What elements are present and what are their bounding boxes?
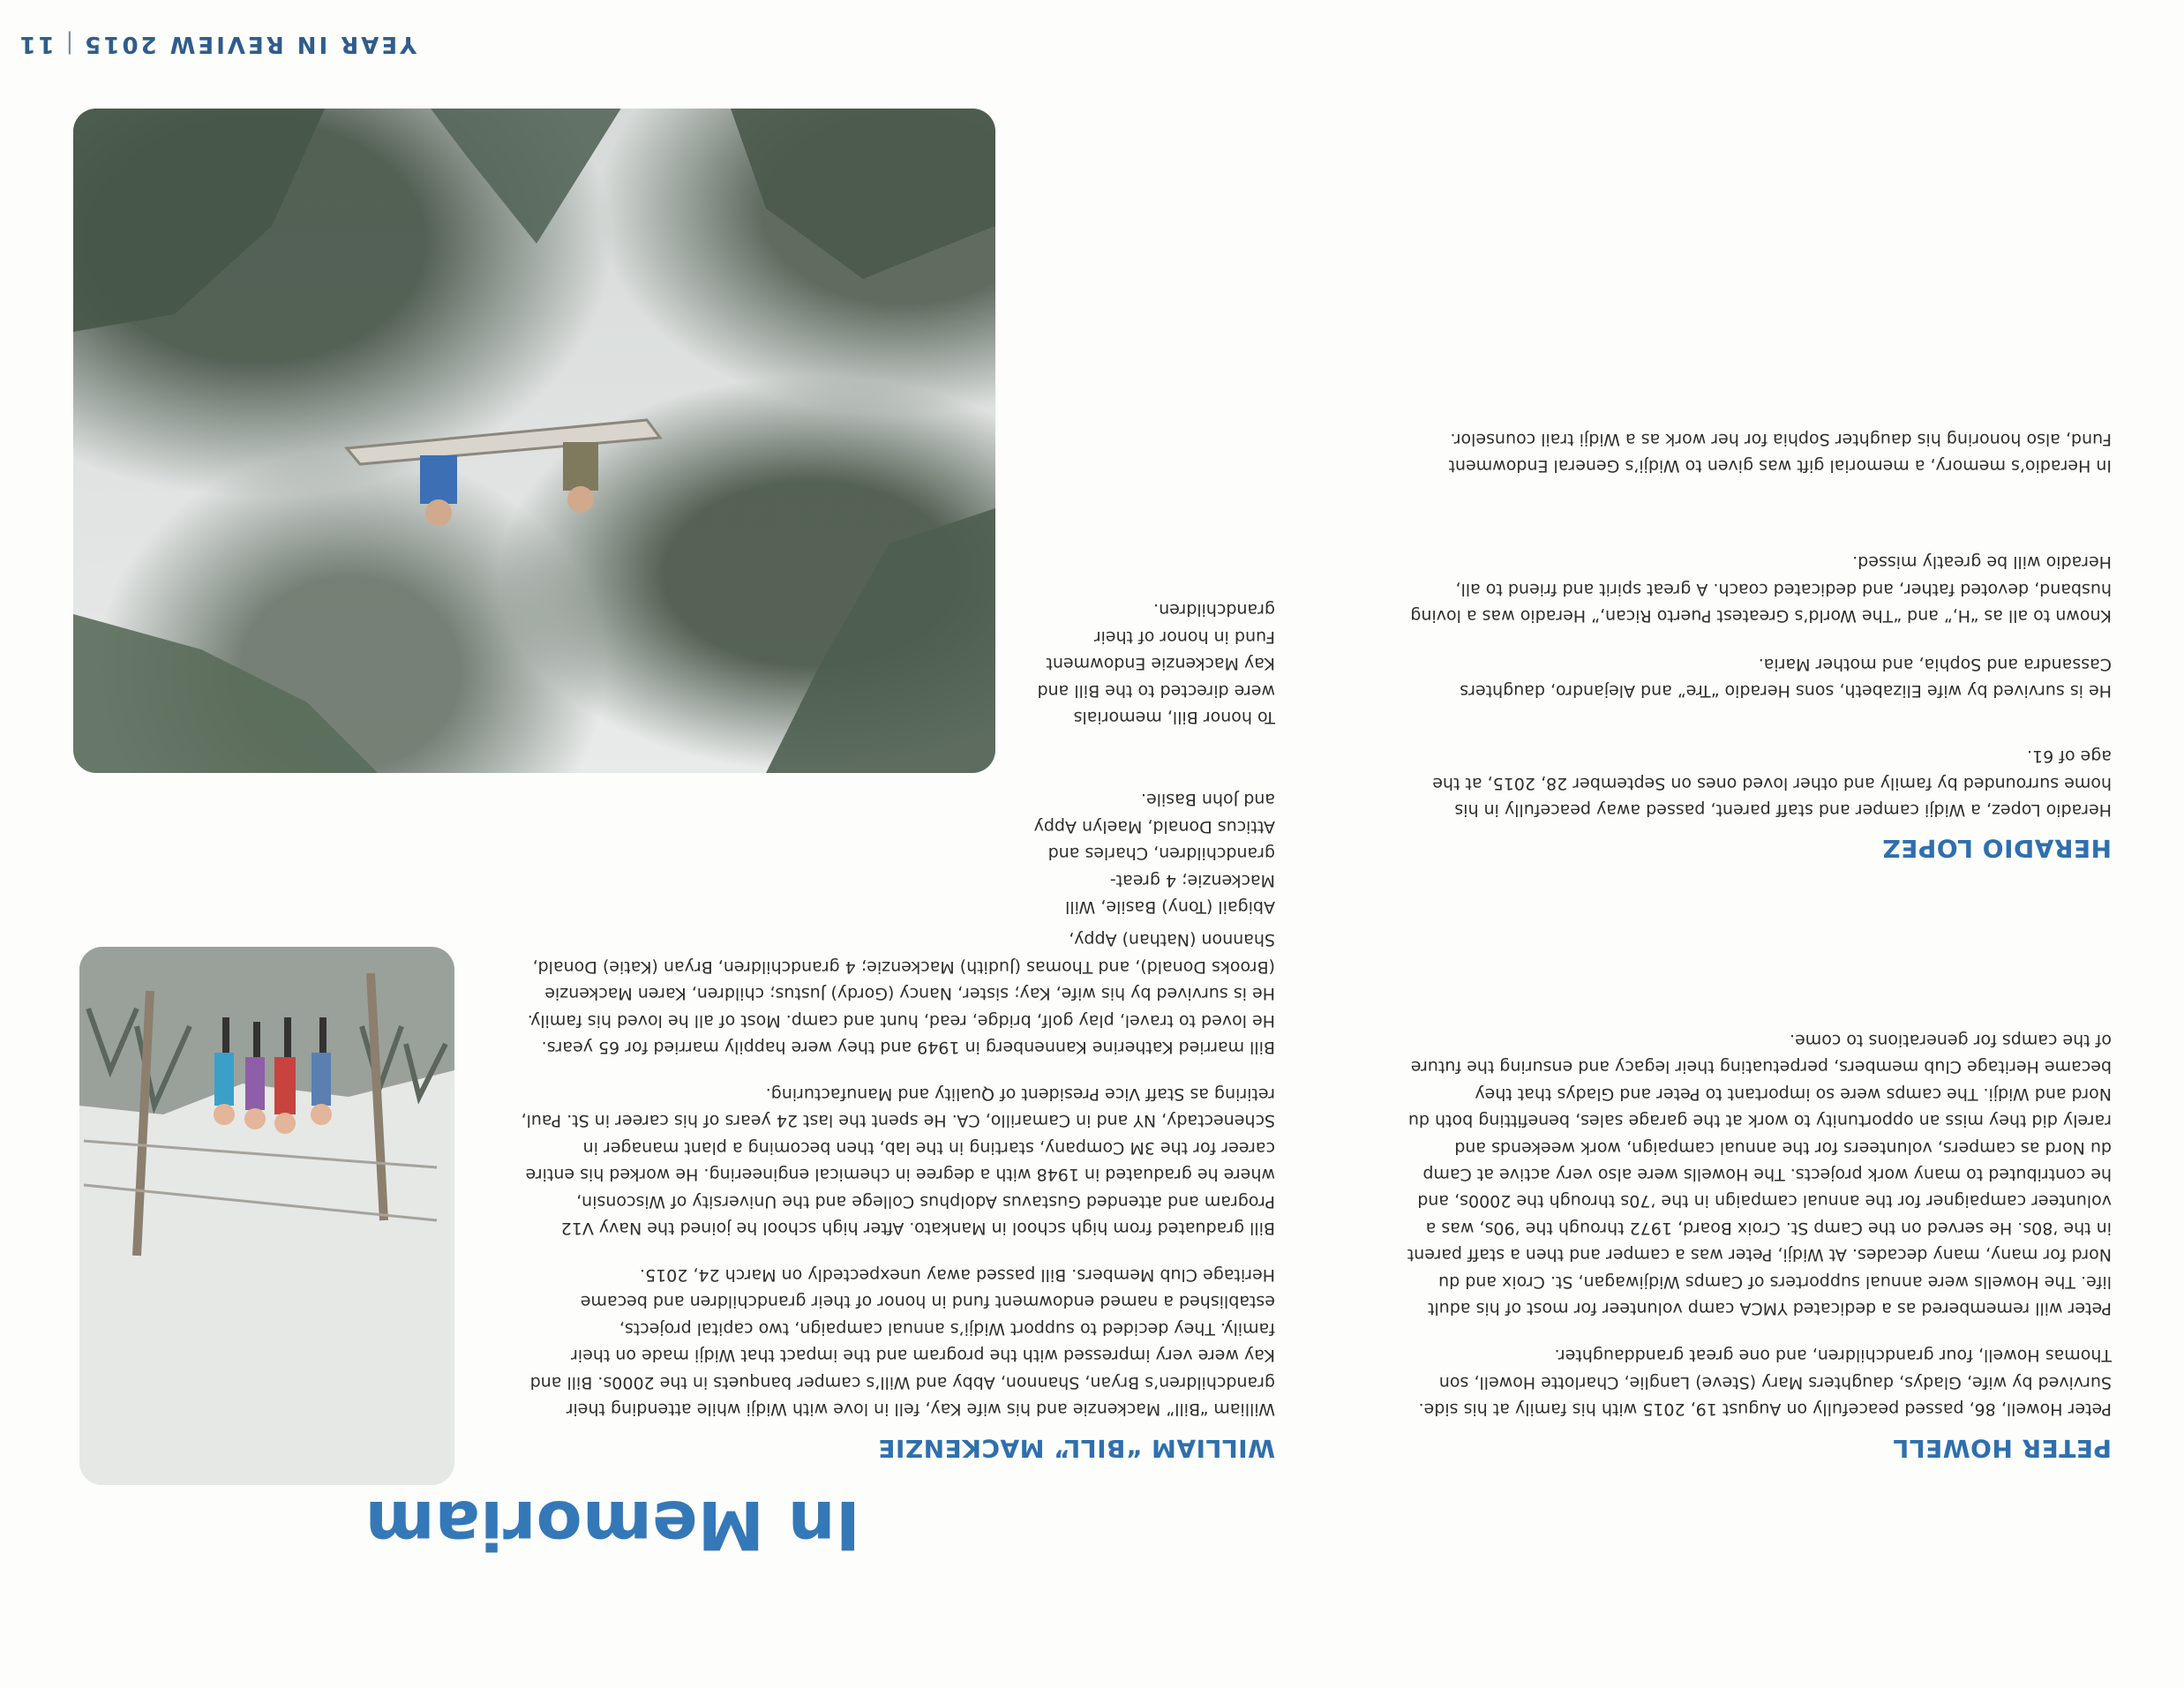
peter-paragraph-2: Peter will remembered as a dedicated YMCA camp volunteer for most of his adult life. The Howells were annual supporters of Camps Widjiwagan, St. Croix and du Nord for many, many decades. At Widji, Peter was a camper and then a staff parent in the ’80s. He served on the Camp St. Croix Board, 1972 through the ’90s, was a volunteer campaigner for the annual campaign in the ’70s through the 2000s, and he contributed to many work projects. The Howells were also very active at Camp du Nord as campers, volunteers for the annual campaign, work weekends and rarely did they miss an opportunity to work at the garage sales, benefitting both du Nord and Widji. The camps were so important to Peter and Gladys that they became Heritage Club members, perpetuating their legacy and ensuring the future of the camps for generations to come. — [1407, 1030, 2112, 1318]
canoe-on-lake-photo-icon — [73, 109, 995, 773]
william-paragraph-4: To honor Bill, memorials were directed to the Bill and Kay Mackenzie Endowment Fund in honor of their grandchildren. — [1037, 600, 1275, 727]
canoe-on-lake-photo — [73, 109, 995, 773]
william-paragraph-2: Bill graduated from high school in Mankato. After high school he joined the Navy V12 Program and attended Gustavus Adolphus College and the University of Wisconsin, where he graduated in 1948 with a degree in chemical engineering. He worked his entire career for the 3M Company, starting in the lab, then becoming a plant manager in Schenectady, NY and in Camarillo, CA. He spent the last 24 years of his career in St. Paul, retiring as Staff Vice President of Quality and Manufacturing. — [521, 1084, 1275, 1238]
peter-howell-heading: PETER HOWELL — [1892, 1434, 2112, 1463]
peter-paragraph-1: Peter Howell, 86, passed peacefully on August 19, 2015 with his family at his side. Survived by wife, Gladys, daughters Mary (Steve) Langlie, Charlotte Howell, son Thomas Howell, four grandchildren, and one great granddaughter. — [1418, 1346, 2112, 1419]
publication-name: YEAR IN REVIEW 2015 — [82, 31, 417, 57]
page-title: In Memoriam — [364, 1486, 860, 1564]
heradio-lopez-heading: HERADIO LOPEZ — [1881, 834, 2112, 863]
heradio-paragraph-4: In Heradio’s memory, a memorial gift was given to Widji’s General Endowment Fund, also honoring his daughter Sophia for her work as a Widji trail counselor. — [1448, 429, 2112, 476]
heradio-paragraph-1: Heradio Lopez, a Widji camper and staff parent, passed away peacefully in his home surrounded by family and other loved ones on September 28, 2015, at the age of 61. — [1432, 746, 2112, 820]
william-mackenzie-heading: WILLIAM “BILL” MACKENZIE — [877, 1434, 1275, 1463]
william-paragraph-1: William “Bill” Mackenzie and his wife Kay, fell in love with Widji while attending their grandchildren’s Bryan, Shannon, Abby and Will’s camper banquets in the 2000s. Bill and Kay were very impressed with the program and the impact that Widji made on their family. They decided to support Widji’s annual campaign, two capital projects, established a named endowment fund in honor of their grandchildren and became Heritage Club Members. Bill passed away unexpectedly on March 24, 2015. — [529, 1264, 1275, 1419]
kids-in-snow-photo-icon — [79, 947, 454, 1485]
heradio-paragraph-3: Known to all as “H,” and “The World’s Greatest Puerto Rican,” Heradio was a loving husband, devoted father, and dedicated coach. A great spirit and friend to all, Heradio will be greatly missed. — [1410, 552, 2112, 626]
header-separator: | — [63, 31, 74, 57]
running-head — [17, 31, 417, 57]
william-paragraph-3: Bill married Katherine Kannenberg in 1949 and they were happily married for 65 years. He loved to travel, play golf, bridge, read, hunt and camp. Most of all he loved his family. He is survived by his wife, Kay; sister, Nancy (Gordy) Justus; children, Karen Mackenzie (Brooks Donald), and Thomas (Judith) Mackenzie; 4 grandchildren, Bryan (Katie) Donald, Shannon (Nathan) Appy, — [527, 930, 1275, 1057]
page-number: 11 — [17, 31, 55, 57]
william-paragraph-3-continued: Abigail (Tony) Basile, Will Mackenzie; 4 great-grandchildren, Charles and Atticus Donald, Maelyn Appy and John Basile. — [1033, 790, 1275, 917]
heradio-paragraph-2: He is survived by wife Elizabeth, sons Heradio “Tre” and Alejandro, daughters Cassandra and Sophia, and mother Maria. — [1460, 654, 2112, 701]
kids-in-snow-photo — [79, 947, 454, 1485]
